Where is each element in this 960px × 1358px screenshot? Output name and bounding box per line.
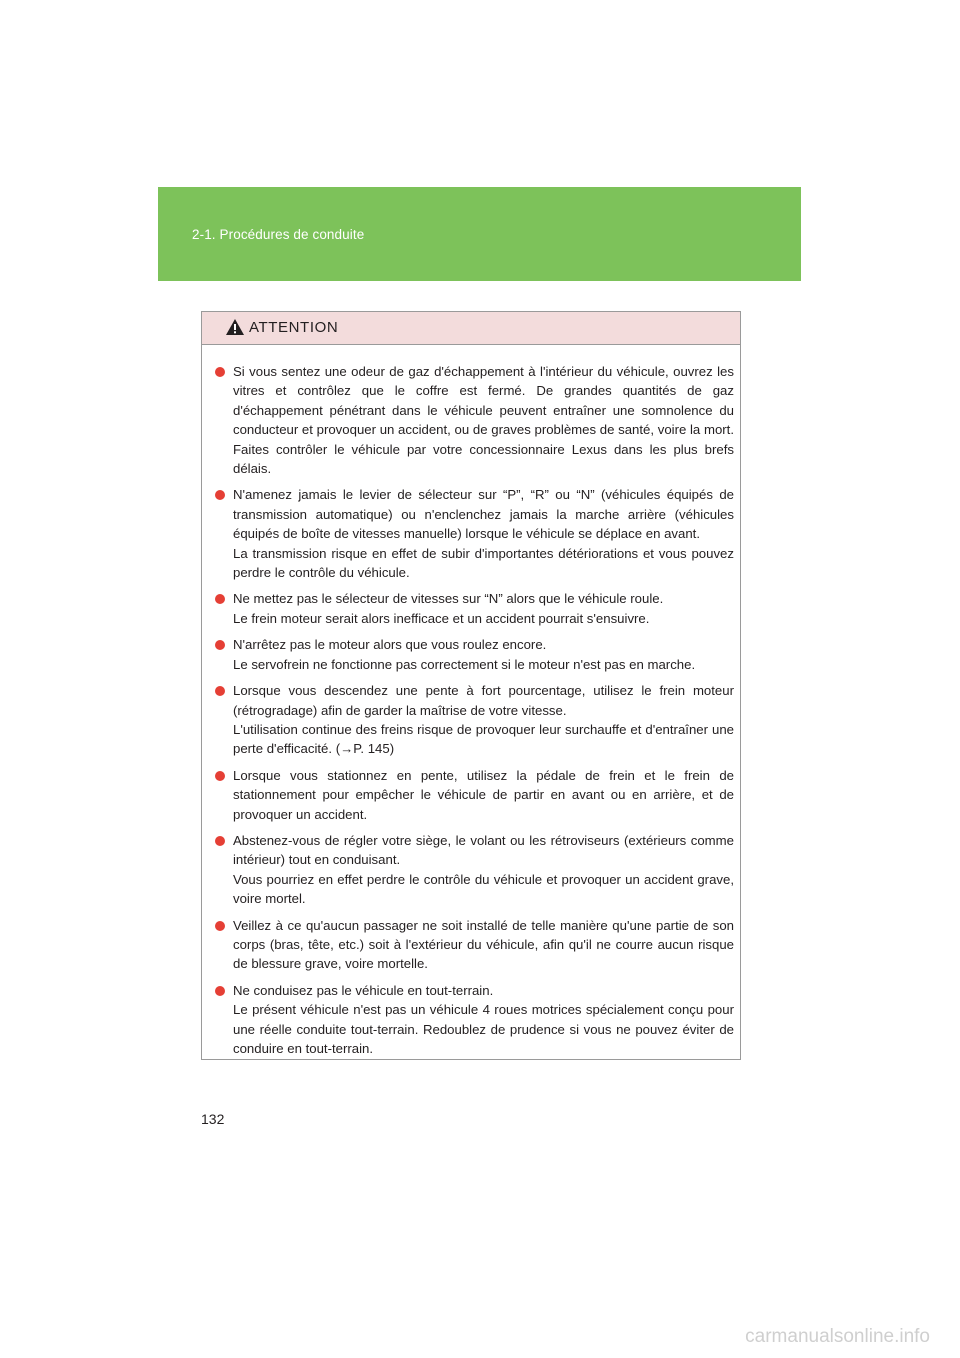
caution-item [210, 635, 734, 674]
caution-item [210, 485, 734, 582]
caution-item [210, 589, 734, 628]
bullet-dot-icon [215, 367, 225, 377]
caution-paragraph: Ne conduisez pas le véhicule en tout-terrain. [233, 982, 494, 998]
caution-paragraph: La transmission risque en effet de subir d'importantes détériorations et vous pouvez perdre le contrôle du véhicule. [233, 545, 734, 581]
caution-box [201, 311, 741, 1060]
caution-paragraph: N'arrêtez pas le moteur alors que vous roulez encore. [233, 637, 547, 653]
caution-list [202, 345, 740, 1058]
bullet-dot-icon [215, 594, 225, 604]
caution-paragraph: Si vous sentez une odeur de gaz d'échappement à l'intérieur du véhicule, ouvrez les vitres et contrôlez que le coffre est fermé. De grandes quantités de gaz d'échappement pénétrant dans le véhicule peuvent entraîner une somnolence du conducteur et provoquer un accident, ou de graves problèmes de santé, voire la mort. Faites contrôler le véhicule par votre concessionnaire Lexus dans les plus brefs délais. [233, 364, 734, 477]
caution-paragraph: Le frein moteur serait alors inefficace et un accident pourrait s'ensuivre. [233, 610, 650, 626]
caution-paragraph: Abstenez-vous de régler votre siège, le volant ou les rétroviseurs (extérieurs comme intérieur) tout en conduisant. [233, 832, 734, 868]
page-number: 132 [201, 1111, 225, 1127]
caution-paragraph: Vous pourriez en effet perdre le contrôle du véhicule et provoquer un accident grave, voire mortel. [233, 871, 734, 907]
bullet-dot-icon [215, 771, 225, 781]
caution-item [210, 766, 734, 824]
caution-paragraph: Lorsque vous stationnez en pente, utilisez la pédale de frein et le frein de stationnement pour empêcher le véhicule de partir en avant ou en arrière, et de provoquer un accident. [233, 767, 734, 822]
caution-item [210, 981, 734, 1059]
caution-paragraph: Le présent véhicule n'est pas un véhicule 4 roues motrices spécialement conçu pour une réelle conduite tout-terrain. Redoublez de prudence si vous ne pouvez éviter de conduire en tout-terrain. [233, 1002, 734, 1056]
watermark: carmanualsonline.info [745, 1326, 930, 1347]
bullet-dot-icon [215, 986, 225, 996]
caution-item [210, 362, 734, 478]
caution-item [210, 681, 734, 759]
caution-item [210, 831, 734, 909]
caution-paragraph: Ne mettez pas le sélecteur de vitesses sur “N” alors que le véhicule roule. [233, 591, 664, 607]
section-title: 2-1. Procédures de conduite [192, 227, 365, 242]
warning-triangle-icon [225, 318, 245, 336]
caution-title: ATTENTION [249, 319, 339, 336]
caution-item [210, 916, 734, 974]
caution-header [202, 312, 740, 345]
bullet-dot-icon [215, 836, 225, 846]
caution-paragraph: Le servofrein ne fonctionne pas correctement si le moteur n'est pas en marche. [233, 656, 696, 672]
caution-paragraph: Veillez à ce qu'aucun passager ne soit installé de telle manière qu'une partie de son corps (bras, tête, etc.) soit à l'extérieur du véhicule, afin qu'il ne courre aucun risque de blessure grave, voire mortelle. [233, 917, 734, 972]
bullet-dot-icon [215, 640, 225, 650]
section-header-band [158, 187, 801, 281]
caution-paragraph: Lorsque vous descendez une pente à fort pourcentage, utilisez le frein moteur (rétrogradage) afin de garder la maîtrise de votre vitesse. [233, 683, 734, 718]
caution-paragraph-with-page-reference: L'utilisation continue des freins risque de provoquer leur surchauffe et d'entraîner une perte d'efficacité. (→P. 145) [233, 721, 734, 757]
bullet-dot-icon [215, 686, 225, 696]
bullet-dot-icon [215, 490, 225, 500]
caution-paragraph: N'amenez jamais le levier de sélecteur sur “P”, “R” ou “N” (véhicules équipés de transmission automatique) ou n'enclenchez jamais la marche arrière (véhicules équipés de boîte de vitesses manuelle) lorsque le véhicule se déplace en avant. [233, 487, 734, 542]
bullet-dot-icon [215, 921, 225, 931]
